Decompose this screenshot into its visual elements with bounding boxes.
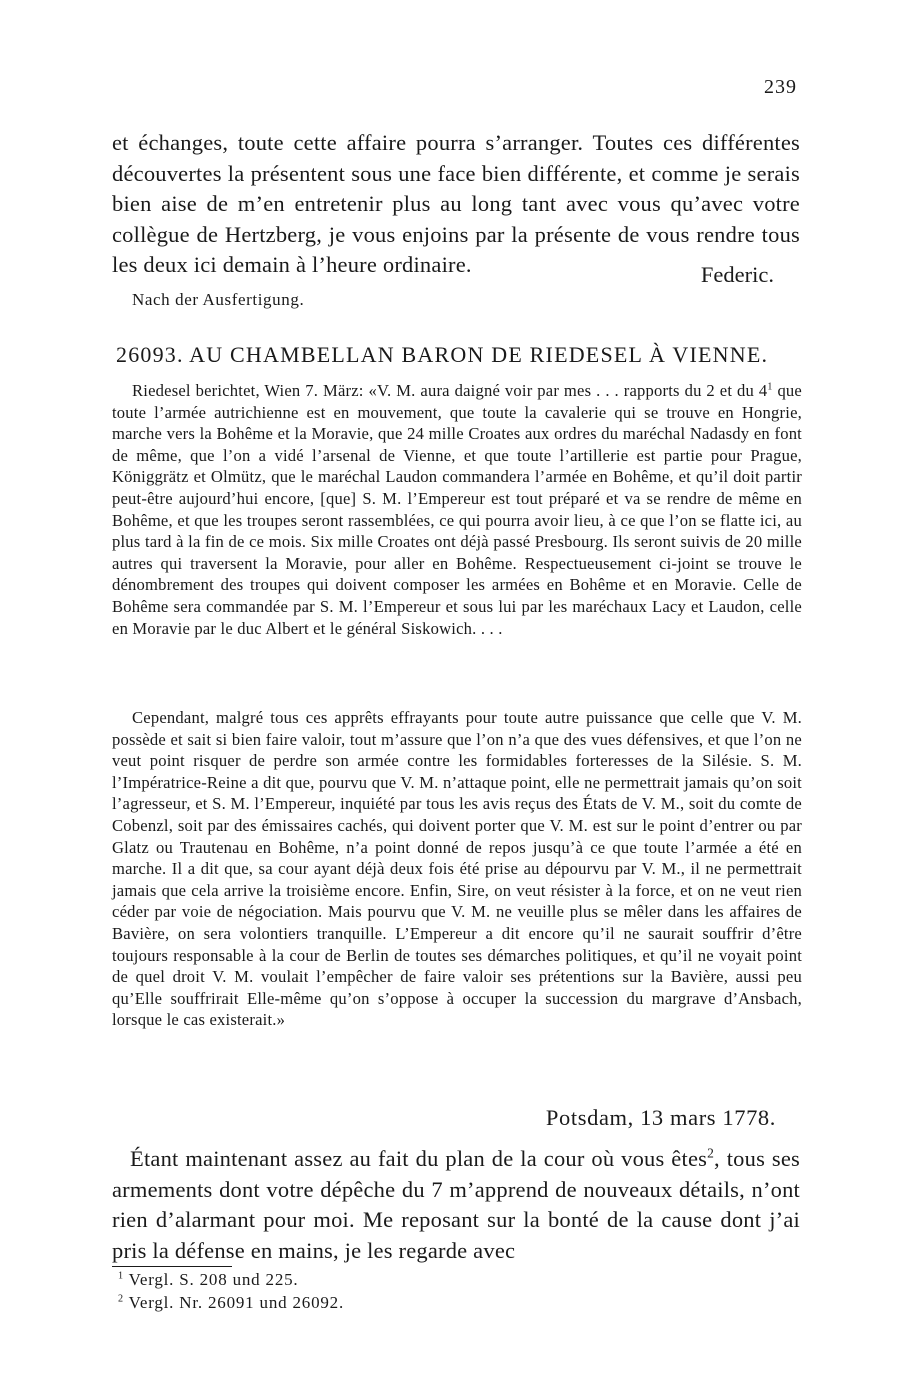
footnote-1 — [118, 1270, 298, 1290]
letter-heading: 26093. AU CHAMBELLAN BARON DE RIEDESEL À VIENNE. — [116, 342, 769, 367]
footnote-text-2: Vergl. Nr. 26091 und 26092. — [128, 1293, 345, 1312]
report-paragraph-1 — [112, 380, 802, 639]
letter-paragraph — [112, 1144, 800, 1266]
source-note: Nach der Ausfertigung. — [132, 290, 305, 309]
footnote-text-1: Vergl. S. 208 und 225. — [128, 1270, 299, 1289]
footnote-divider — [112, 1266, 232, 1267]
report-text-b: que toute l’armée autrichienne est en mouvement, que toute la cavalerie qui se trouve en Hongrie, marche vers la Bohême et la Moravie, que 24 mille Croates aux ordres du maréchal Nadasdy en font de même, que l’on a vidé l’arsenal de Vienne, et que toute l’artillerie est partie pour Prague, Königgrätz et Olmütz, que le maréchal Laudon commandera l’armée en Bohême, et qu’il doit partir peut-être aujourd’hui encore, [que] S. M. l’Empereur est tout préparé et va se rendre de même en Bohême, et que les troupes seront rassemblées, ce qui pourra avoir lieu, à ce que l’on se flatte ici, au plus tard à la fin de ce mois. Six mille Croates ont déjà passé Presbourg. Ils seront suivis de 20 mille autres qui traversent la Moravie, pour aller en Bohême. Respectueusement ci-joint se trouve le dénombrement des troupes qui doivent composer les armées en Bohême et en Moravie. Celle de Bohême sera commandée par S. M. l’Empereur et sous lui par les maréchaux Lacy et Laudon, celle en Moravie par le duc Albert et le général Siskowich. . . . — [112, 381, 802, 638]
report-paragraph-2: Cependant, malgré tous ces apprêts effrayants pour toute autre puissance que celle que V. M. possède et sait si bien faire valoir, tout m’assure que l’on n’a que des vues défensives, et que l’on ne veut point risquer de perdre son armée contre les formidables forteresses de la Silésie. S. M. l’Impératrice-Reine a dit que, pourvu que V. M. n’attaque point, elle ne permettrait jamais qu’on soit l’agresseur, et S. M. l’Empereur, inquiété par tous les avis reçus des États de V. M., soit du comte de Cobenzl, soit par des émissaires cachés, qui doivent porter que V. M. est sur le point d’entrer ou par Glatz ou Trautenau en Bohême, n’a point donné de repos jusqu’à ce que toute l’armée a été en marche. Il a dit que, sa cour ayant déjà deux fois été prise au dépourvu par V. M., il ne permettrait jamais que cela arrive la troisième encore. Enfin, Sire, on veut résister à la force, et on ne veut rien céder par voie de négociation. Mais pourvu que V. M. ne veuille plus se mêler dans les affaires de Bavière, on sera volontiers tranquille. L’Empereur a dit encore qu’il ne saurait souffrir d’être toujours responsable à la cour de Berlin de toutes ses démarches politiques, et qu’il ne voyait point de quel droit V. M. voulait l’empêcher de faire valoir ses prétentions sur la Bavière, aussi peu qu’Elle souffrirait Elle-même qu’on s’oppose à occuper la succession du margrave d’Ansbach, lorsque le cas existerait.» — [112, 708, 802, 1030]
page-number: 239 — [764, 76, 797, 98]
signature: Federic. — [700, 262, 774, 287]
footnote-mark-2: 2 — [118, 1293, 124, 1305]
footnote-mark-1: 1 — [118, 1270, 124, 1282]
footnote-ref-1: 1 — [767, 381, 773, 393]
footnote-ref-2: 2 — [707, 1145, 715, 1161]
footnote-2 — [118, 1293, 344, 1313]
report-text-a: Riedesel berichtet, Wien 7. März: «V. M. aura daigné voir par mes . . . rapports du 2 et du 4 — [132, 381, 768, 400]
place-date: Potsdam, 13 mars 1778. — [545, 1105, 776, 1130]
letter-text-a: Étant maintenant assez au fait du plan de la cour où vous êtes — [130, 1146, 708, 1171]
letter-paragraph-continued: et échanges, toute cette affaire pourra s’arranger. Toutes ces différentes découvertes la présentent sous une face bien différente, et comme je serais bien aise de m’en entretenir plus au long tant avec vous qu’avec votre collègue de Hertzberg, je vous enjoins par la présente de vous rendre tous les deux ici demain à l’heure ordinaire. — [112, 130, 800, 277]
letter-text-b: , tous ses armements dont votre dépêche du 7 m’apprend de nouveaux détails, n’ont rien d’alarmant pour moi. Me reposant sur la bonté de la cause dont j’ai pris la défense en mains, je les regarde avec — [112, 1146, 800, 1263]
